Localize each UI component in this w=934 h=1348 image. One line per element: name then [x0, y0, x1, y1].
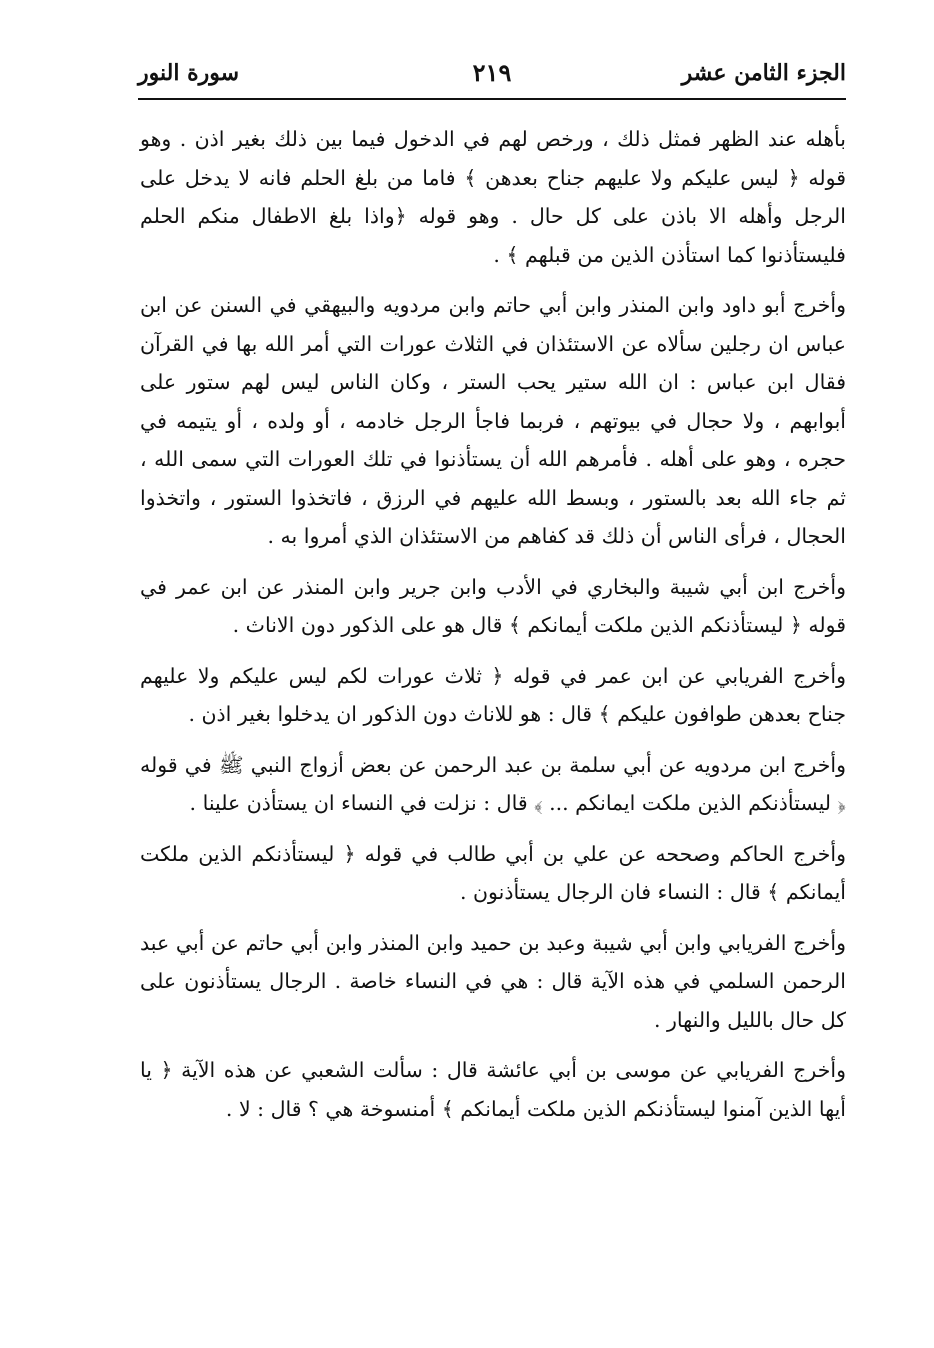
paragraph: وأخرج الفريابي وابن أبي شيبة وعبد بن حميد وابن المنذر وابن أبي حاتم عن أبي عبد الرحمن السلمي في هذه الآية قال : هي في النساء خاصة . الرجال يستأذنون على كل حال بالليل والنهار . [140, 930, 846, 1032]
paragraph: وأخرج أبو داود وابن المنذر وابن أبي حاتم وابن مردويه والبيهقي في السنن عن ابن عباس ان رجلين سألاه عن الاستئذان في الثلاث عورات التي أمر الله بها في القرآن فقال ابن عباس : ان الله ستير يحب الستر ، وكان الناس ليس لهم ستور على أبوابهم ، ولا حجال في بيوتهم ، فربما فاجأ الرجل خادمه ، أو ولده ، أو يتيمه في حجره ، وهو على أهله . فأمرهم الله أن يستأذنوا في تلك العورات التي سمى الله ، ثم جاء الله بعد بالستور ، وبسط الله عليهم في الرزق ، فاتخذوا الستور ، واتخذوا الحجال ، فرأى الناس أن ذلك قد كفاهم من الاستئذان الذي أمروا به . [140, 293, 846, 548]
running-header [138, 52, 846, 100]
paragraph: وأخرج الفريابي عن ابن عمر في قوله ﴿ ثلاث عورات لكم ليس عليكم ولا عليهم جناح بعدهن طوافون عليكم ﴾ قال : هو للاناث دون الذكور ان يدخلوا بغير اذن . [140, 663, 846, 726]
paragraph: وأخرج ابن أبي شيبة والبخاري في الأدب وابن جرير وابن المنذر عن ابن عمر في قوله ﴿ ليستأذنكم الذين ملكت أيمانكم ﴾ قال هو على الذكور دون الاناث . [140, 574, 846, 637]
paragraph: وأخرج ابن مردويه عن أبي سلمة بن عبد الرحمن عن بعض أزواج النبي ﷺ في قوله ﴿ ليستأذنكم الذين ملكت ايمانكم ... ﴾ قال : نزلت في النساء ان يستأذن علينا . [140, 752, 846, 815]
surah-title: سورة النور [138, 60, 240, 86]
paragraph: وأخرج الحاكم وصححه عن علي بن أبي طالب في قوله ﴿ ليستأذنكم الذين ملكت أيمانكم ﴾ قال : النساء فان الرجال يستأذنون . [140, 841, 846, 904]
page-body [140, 120, 846, 1140]
page-number: ٢١٩ [472, 58, 512, 87]
part-title: الجزء الثامن عشر [681, 60, 846, 86]
paragraph: وأخرج الفريابي عن موسى بن أبي عائشة قال : سألت الشعبي عن هذه الآية ﴿ يا أيها الذين آمنوا ليستأذنكم الذين ملكت أيمانكم ﴾ أمنسوخة هي ؟ قال : لا . [140, 1058, 846, 1121]
paragraph: بأهله عند الظهر فمثل ذلك ، ورخص لهم في الدخول فيما بين ذلك بغير اذن . وهو قوله ﴿ ليس عليكم ولا عليهم جناح بعدهن ﴾ فاما من بلغ الحلم فانه لا يدخل على الرجل وأهله الا باذن على كل حال . وهو قوله ﴿واذا بلغ الاطفال منكم الحلم فليستأذنوا كما استأذن الذين من قبلهم ﴾ . [140, 127, 846, 267]
